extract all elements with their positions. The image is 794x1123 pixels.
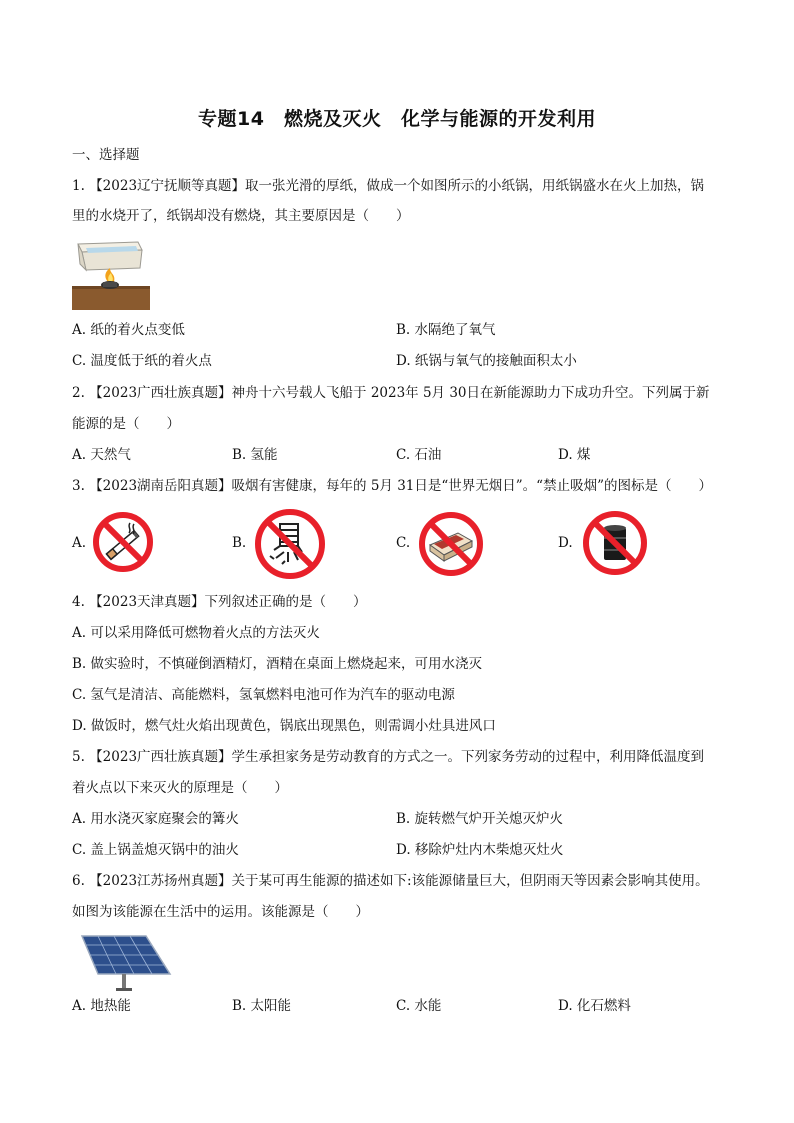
page-title: 专题14 燃烧及灭火 化学与能源的开发利用 bbox=[198, 108, 596, 130]
q4-option-d: D. 做饭时，燃气灶火焰出现黄色，锅底出现黑色，则需调小灶具进风口 bbox=[72, 718, 496, 734]
question-1-line-2: 里的水烧开了，纸锅却没有燃烧，其主要原因是（ ） bbox=[72, 208, 410, 224]
no-matches-sign-icon bbox=[418, 511, 484, 581]
q5-option-d: D. 移除炉灶内木柴熄灭灶火 bbox=[396, 842, 564, 858]
question-5-line-2: 着火点以下来灭火的原理是（ ） bbox=[72, 780, 288, 796]
q1-option-c: C. 温度低于纸的着火点 bbox=[72, 353, 212, 369]
q3-label-a: A. bbox=[72, 535, 87, 551]
q3-label-c: C. bbox=[396, 535, 411, 551]
no-smoking-sign-icon bbox=[92, 511, 154, 577]
q1-option-b: B. 水隔绝了氧气 bbox=[396, 322, 496, 338]
q4-option-c: C. 氢气是清洁、高能燃料，氢氧燃料电池可作为汽车的驱动电源 bbox=[72, 687, 455, 703]
q1-option-a: A. 纸的着火点变低 bbox=[72, 322, 185, 338]
question-3-line-1: 3. 【2023湖南岳阳真题】吸烟有害健康，每年的 5月 31日是“世界无烟日”。“禁止吸烟”的图标是（ ） bbox=[72, 478, 712, 494]
q2-option-d: D. 煤 bbox=[558, 447, 591, 463]
q3-label-d: D. bbox=[558, 535, 573, 551]
q2-option-b: B. 氢能 bbox=[232, 447, 278, 463]
q5-option-a: A. 用水浇灭家庭聚会的篝火 bbox=[72, 811, 239, 827]
q6-option-b: B. 太阳能 bbox=[232, 998, 292, 1014]
q1-option-d: D. 纸锅与氧气的接触面积太小 bbox=[396, 353, 577, 369]
q6-option-d: D. 化石燃料 bbox=[558, 998, 631, 1014]
q5-option-c: C. 盖上锅盖熄灭锅中的油火 bbox=[72, 842, 239, 858]
no-fireworks-sign-icon bbox=[254, 508, 326, 584]
q6-option-c: C. 水能 bbox=[396, 998, 442, 1014]
q2-option-a: A. 天然气 bbox=[72, 447, 131, 463]
q4-option-a: A. 可以采用降低可燃物着火点的方法灭火 bbox=[72, 625, 320, 641]
q4-option-b: B. 做实验时，不慎碰倒酒精灯，酒精在桌面上燃烧起来，可用水浇灭 bbox=[72, 656, 483, 672]
q6-option-a: A. 地热能 bbox=[72, 998, 131, 1014]
q5-option-b: B. 旋转燃气炉开关熄灭炉火 bbox=[396, 811, 564, 827]
section-heading: 一、选择题 bbox=[72, 147, 140, 163]
solar-panel-figure bbox=[78, 934, 174, 996]
question-6-line-1: 6. 【2023江苏扬州真题】关于某可再生能源的描述如下:该能源储量巨大，但阴雨天等因素会影响其使用。 bbox=[72, 873, 709, 889]
question-5-line-1: 5. 【2023广西壮族真题】学生承担家务是劳动教育的方式之一。下列家务劳动的过程中，利用降低温度到 bbox=[72, 749, 705, 765]
q3-label-b: B. bbox=[232, 535, 247, 551]
question-6-line-2: 如图为该能源在生活中的运用。该能源是（ ） bbox=[72, 904, 369, 920]
paper-pot-figure bbox=[72, 238, 150, 314]
question-1-line-1: 1. 【2023辽宁抚顺等真题】取一张光滑的厚纸，做成一个如图所示的小纸锅，用纸锅盛水在火上加热，锅 bbox=[72, 178, 705, 194]
question-4-line-1: 4. 【2023天津真题】下列叙述正确的是（ ） bbox=[72, 594, 367, 610]
no-oil-drum-sign-icon bbox=[582, 510, 648, 580]
question-2-line-2: 能源的是（ ） bbox=[72, 416, 180, 432]
question-2-line-1: 2. 【2023广西壮族真题】神舟十六号载人飞船于 2023年 5月 30日在新能源助力下成功升空。下列属于新 bbox=[72, 385, 710, 401]
q2-option-c: C. 石油 bbox=[396, 447, 442, 463]
